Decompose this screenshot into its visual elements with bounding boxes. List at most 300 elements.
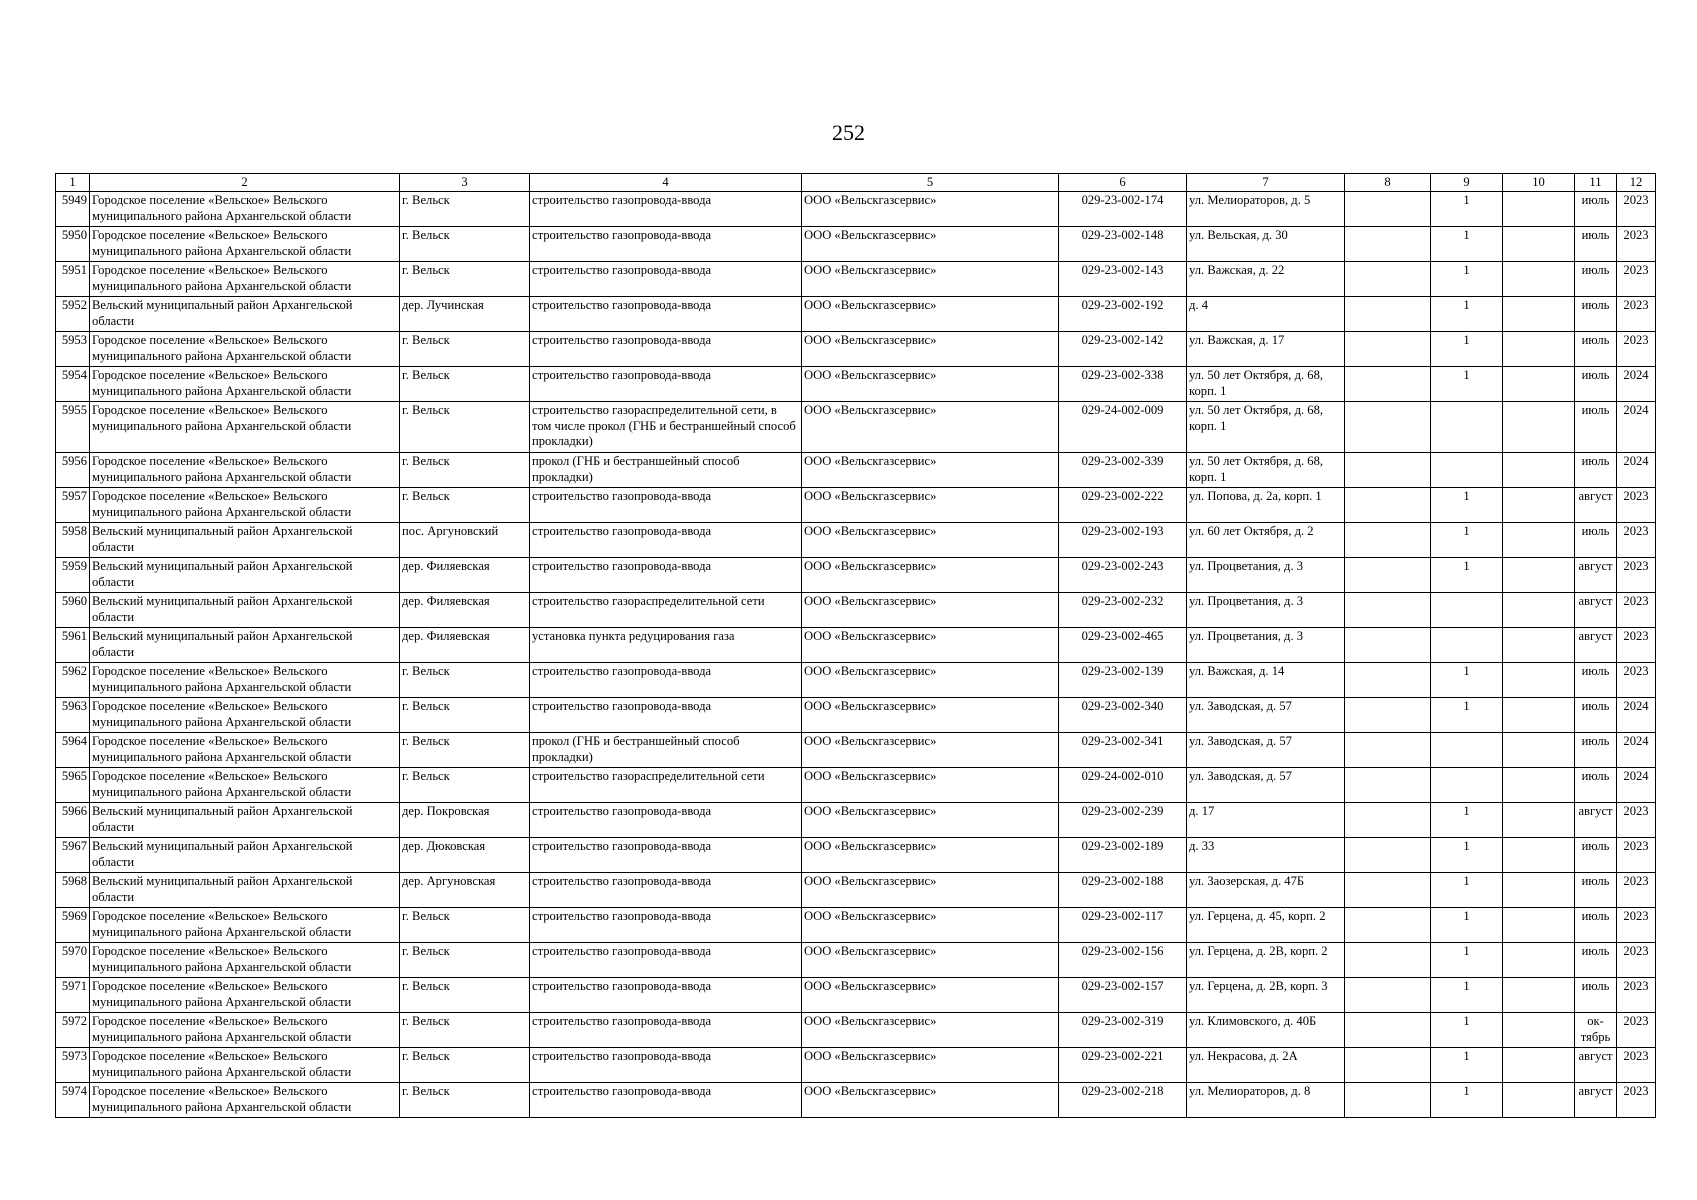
column-8-cell [1345,1013,1431,1048]
year-cell: 2024 [1617,768,1656,803]
year-cell: 2023 [1617,978,1656,1013]
quantity-cell: 1 [1431,698,1503,733]
row-number-cell: 5968 [56,873,90,908]
column-10-cell [1503,978,1575,1013]
municipality-cell: Городское поселение «Вельское» Вельского муниципального района Архангельской области [90,262,400,297]
month-cell: июль [1575,838,1617,873]
object-code-cell: 029-23-002-174 [1059,192,1187,227]
municipality-cell: Вельский муниципальный район Архангельской области [90,558,400,593]
table-row [56,838,1656,873]
table-row [56,192,1656,227]
address-cell: ул. Заводская, д. 57 [1187,733,1345,768]
quantity-cell [1431,733,1503,768]
quantity-cell: 1 [1431,488,1503,523]
year-cell: 2023 [1617,297,1656,332]
municipality-cell: Городское поселение «Вельское» Вельского муниципального района Архангельской области [90,768,400,803]
column-10-cell [1503,943,1575,978]
quantity-cell: 1 [1431,908,1503,943]
quantity-cell: 1 [1431,803,1503,838]
column-10-cell [1503,838,1575,873]
quantity-cell: 1 [1431,332,1503,367]
column-10-cell [1503,1013,1575,1048]
gas-works-table [55,173,1656,1118]
page-number: 252 [832,120,865,145]
address-cell: ул. Заозерская, д. 47Б [1187,873,1345,908]
table-row [56,1013,1656,1048]
quantity-cell: 1 [1431,1048,1503,1083]
row-number-cell: 5971 [56,978,90,1013]
column-8-cell [1345,523,1431,558]
table-row [56,402,1656,453]
column-10-cell [1503,453,1575,488]
month-cell: июль [1575,978,1617,1013]
address-cell: ул. Важская, д. 14 [1187,663,1345,698]
object-code-cell: 029-23-002-139 [1059,663,1187,698]
municipality-cell: Вельский муниципальный район Архангельской области [90,593,400,628]
work-type-cell: строительство газопровода-ввода [530,873,802,908]
settlement-cell: г. Вельск [400,332,530,367]
object-code-cell: 029-23-002-192 [1059,297,1187,332]
row-number-cell: 5958 [56,523,90,558]
object-code-cell: 029-23-002-222 [1059,488,1187,523]
row-number-cell: 5967 [56,838,90,873]
column-8-cell [1345,488,1431,523]
settlement-cell: г. Вельск [400,698,530,733]
municipality-cell: Городское поселение «Вельское» Вельского муниципального района Архангельской области [90,453,400,488]
object-code-cell: 029-23-002-188 [1059,873,1187,908]
column-10-cell [1503,262,1575,297]
object-code-cell: 029-23-002-189 [1059,838,1187,873]
quantity-cell: 1 [1431,523,1503,558]
row-number-cell: 5974 [56,1083,90,1118]
column-8-cell [1345,628,1431,663]
column-8-cell [1345,768,1431,803]
municipality-cell: Городское поселение «Вельское» Вельского муниципального района Архангельской области [90,332,400,367]
object-code-cell: 029-23-002-339 [1059,453,1187,488]
work-type-cell: строительство газопровода-ввода [530,192,802,227]
object-code-cell: 029-23-002-221 [1059,1048,1187,1083]
year-cell: 2024 [1617,453,1656,488]
column-8-cell [1345,558,1431,593]
work-type-cell: строительство газопровода-ввода [530,1013,802,1048]
table-row [56,262,1656,297]
table-row [56,908,1656,943]
column-header: 7 [1187,174,1345,192]
table-row [56,628,1656,663]
table-row [56,873,1656,908]
settlement-cell: г. Вельск [400,1048,530,1083]
address-cell: ул. 50 лет Октября, д. 68, корп. 1 [1187,367,1345,402]
month-cell: июль [1575,453,1617,488]
municipality-cell: Городское поселение «Вельское» Вельского муниципального района Архангельской области [90,908,400,943]
month-cell: август [1575,803,1617,838]
object-code-cell: 029-23-002-340 [1059,698,1187,733]
work-type-cell: строительство газораспределительной сети [530,768,802,803]
table-row [56,227,1656,262]
column-10-cell [1503,488,1575,523]
column-8-cell [1345,453,1431,488]
settlement-cell: г. Вельск [400,1013,530,1048]
row-number-cell: 5961 [56,628,90,663]
organization-cell: ООО «Вельскгазсервис» [802,873,1059,908]
municipality-cell: Городское поселение «Вельское» Вельского муниципального района Архангельской области [90,488,400,523]
organization-cell: ООО «Вельскгазсервис» [802,367,1059,402]
column-header: 5 [802,174,1059,192]
column-10-cell [1503,803,1575,838]
row-number-cell: 5965 [56,768,90,803]
year-cell: 2023 [1617,838,1656,873]
work-type-cell: строительство газораспределительной сети, в том числе прокол (ГНБ и бестраншейный способ прокладки) [530,402,802,453]
month-cell: август [1575,488,1617,523]
year-cell: 2023 [1617,663,1656,698]
quantity-cell: 1 [1431,192,1503,227]
organization-cell: ООО «Вельскгазсервис» [802,908,1059,943]
year-cell: 2023 [1617,1048,1656,1083]
year-cell: 2023 [1617,593,1656,628]
column-header: 2 [90,174,400,192]
quantity-cell: 1 [1431,227,1503,262]
month-cell: июль [1575,698,1617,733]
municipality-cell: Вельский муниципальный район Архангельской области [90,803,400,838]
quantity-cell [1431,593,1503,628]
year-cell: 2023 [1617,523,1656,558]
column-8-cell [1345,663,1431,698]
column-8-cell [1345,297,1431,332]
address-cell: ул. Заводская, д. 57 [1187,768,1345,803]
object-code-cell: 029-24-002-010 [1059,768,1187,803]
quantity-cell: 1 [1431,873,1503,908]
column-8-cell [1345,402,1431,453]
row-number-cell: 5966 [56,803,90,838]
settlement-cell: г. Вельск [400,663,530,698]
work-type-cell: строительство газопровода-ввода [530,367,802,402]
column-8-cell [1345,262,1431,297]
row-number-cell: 5949 [56,192,90,227]
organization-cell: ООО «Вельскгазсервис» [802,663,1059,698]
column-8-cell [1345,192,1431,227]
work-type-cell: строительство газопровода-ввода [530,803,802,838]
object-code-cell: 029-23-002-341 [1059,733,1187,768]
column-10-cell [1503,523,1575,558]
address-cell: ул. Вельская, д. 30 [1187,227,1345,262]
municipality-cell: Городское поселение «Вельское» Вельского муниципального района Архангельской области [90,402,400,453]
row-number-cell: 5951 [56,262,90,297]
work-type-cell: строительство газопровода-ввода [530,1083,802,1118]
quantity-cell: 1 [1431,943,1503,978]
settlement-cell: г. Вельск [400,488,530,523]
quantity-cell: 1 [1431,1083,1503,1118]
row-number-cell: 5962 [56,663,90,698]
table-row [56,593,1656,628]
organization-cell: ООО «Вельскгазсервис» [802,453,1059,488]
column-10-cell [1503,558,1575,593]
work-type-cell: строительство газопровода-ввода [530,558,802,593]
object-code-cell: 029-23-002-465 [1059,628,1187,663]
row-number-cell: 5957 [56,488,90,523]
settlement-cell: г. Вельск [400,402,530,453]
column-8-cell [1345,908,1431,943]
column-header: 4 [530,174,802,192]
row-number-cell: 5955 [56,402,90,453]
column-10-cell [1503,628,1575,663]
year-cell: 2024 [1617,698,1656,733]
work-type-cell: строительство газопровода-ввода [530,227,802,262]
row-number-cell: 5970 [56,943,90,978]
table-row [56,663,1656,698]
municipality-cell: Городское поселение «Вельское» Вельского муниципального района Архангельской области [90,227,400,262]
address-cell: ул. Климовского, д. 40Б [1187,1013,1345,1048]
address-cell: ул. Процветания, д. 3 [1187,593,1345,628]
address-cell: ул. Герцена, д. 45, корп. 2 [1187,908,1345,943]
quantity-cell: 1 [1431,838,1503,873]
object-code-cell: 029-23-002-142 [1059,332,1187,367]
column-header: 3 [400,174,530,192]
month-cell: июль [1575,873,1617,908]
column-10-cell [1503,332,1575,367]
work-type-cell: установка пункта редуцирования газа [530,628,802,663]
object-code-cell: 029-23-002-148 [1059,227,1187,262]
municipality-cell: Городское поселение «Вельское» Вельского муниципального района Архангельской области [90,192,400,227]
settlement-cell: дер. Аргуновская [400,873,530,908]
organization-cell: ООО «Вельскгазсервис» [802,1083,1059,1118]
row-number-cell: 5963 [56,698,90,733]
year-cell: 2023 [1617,488,1656,523]
organization-cell: ООО «Вельскгазсервис» [802,297,1059,332]
municipality-cell: Городское поселение «Вельское» Вельского муниципального района Архангельской области [90,367,400,402]
quantity-cell: 1 [1431,663,1503,698]
municipality-cell: Городское поселение «Вельское» Вельского муниципального района Архангельской области [90,1048,400,1083]
column-10-cell [1503,593,1575,628]
table-body [56,174,1656,1118]
month-cell: август [1575,593,1617,628]
work-type-cell: строительство газопровода-ввода [530,488,802,523]
object-code-cell: 029-23-002-243 [1059,558,1187,593]
work-type-cell: строительство газопровода-ввода [530,1048,802,1083]
row-number-cell: 5960 [56,593,90,628]
address-cell: ул. Важская, д. 22 [1187,262,1345,297]
column-10-cell [1503,192,1575,227]
organization-cell: ООО «Вельскгазсервис» [802,488,1059,523]
year-cell: 2023 [1617,227,1656,262]
address-cell: ул. Процветания, д. 3 [1187,628,1345,663]
work-type-cell: прокол (ГНБ и бестраншейный способ прокладки) [530,453,802,488]
month-cell: июль [1575,367,1617,402]
organization-cell: ООО «Вельскгазсервис» [802,1013,1059,1048]
year-cell: 2023 [1617,908,1656,943]
organization-cell: ООО «Вельскгазсервис» [802,558,1059,593]
organization-cell: ООО «Вельскгазсервис» [802,698,1059,733]
organization-cell: ООО «Вельскгазсервис» [802,943,1059,978]
settlement-cell: дер. Филяевская [400,558,530,593]
quantity-cell [1431,453,1503,488]
row-number-cell: 5959 [56,558,90,593]
work-type-cell: строительство газопровода-ввода [530,943,802,978]
year-cell: 2023 [1617,332,1656,367]
column-8-cell [1345,332,1431,367]
organization-cell: ООО «Вельскгазсервис» [802,838,1059,873]
year-cell: 2023 [1617,873,1656,908]
column-10-cell [1503,698,1575,733]
year-cell: 2024 [1617,733,1656,768]
table-row [56,1048,1656,1083]
settlement-cell: дер. Дюковская [400,838,530,873]
municipality-cell: Городское поселение «Вельское» Вельского муниципального района Архангельской области [90,1013,400,1048]
settlement-cell: г. Вельск [400,227,530,262]
column-10-cell [1503,663,1575,698]
column-10-cell [1503,908,1575,943]
settlement-cell: дер. Филяевская [400,628,530,663]
month-cell: июль [1575,663,1617,698]
table-row [56,523,1656,558]
work-type-cell: строительство газопровода-ввода [530,332,802,367]
year-cell: 2023 [1617,943,1656,978]
quantity-cell [1431,628,1503,663]
settlement-cell: г. Вельск [400,768,530,803]
row-number-cell: 5950 [56,227,90,262]
settlement-cell: г. Вельск [400,262,530,297]
column-header: 9 [1431,174,1503,192]
settlement-cell: дер. Лучинская [400,297,530,332]
organization-cell: ООО «Вельскгазсервис» [802,262,1059,297]
organization-cell: ООО «Вельскгазсервис» [802,227,1059,262]
row-number-cell: 5956 [56,453,90,488]
quantity-cell: 1 [1431,367,1503,402]
column-10-cell [1503,402,1575,453]
quantity-cell: 1 [1431,262,1503,297]
settlement-cell: г. Вельск [400,453,530,488]
address-cell: ул. Важская, д. 17 [1187,332,1345,367]
row-number-cell: 5964 [56,733,90,768]
column-8-cell [1345,838,1431,873]
month-cell: август [1575,558,1617,593]
object-code-cell: 029-23-002-239 [1059,803,1187,838]
object-code-cell: 029-23-002-117 [1059,908,1187,943]
column-header: 10 [1503,174,1575,192]
table-row [56,453,1656,488]
organization-cell: ООО «Вельскгазсервис» [802,1048,1059,1083]
table-row [56,1083,1656,1118]
quantity-cell: 1 [1431,558,1503,593]
organization-cell: ООО «Вельскгазсервис» [802,803,1059,838]
column-10-cell [1503,297,1575,332]
row-number-cell: 5972 [56,1013,90,1048]
month-cell: август [1575,1048,1617,1083]
month-cell: август [1575,628,1617,663]
column-8-cell [1345,227,1431,262]
column-10-cell [1503,367,1575,402]
month-cell: июль [1575,523,1617,558]
municipality-cell: Городское поселение «Вельское» Вельского муниципального района Архангельской области [90,1083,400,1118]
settlement-cell: г. Вельск [400,943,530,978]
settlement-cell: г. Вельск [400,733,530,768]
municipality-cell: Вельский муниципальный район Архангельской области [90,628,400,663]
settlement-cell: г. Вельск [400,192,530,227]
settlement-cell: г. Вельск [400,1083,530,1118]
column-header: 1 [56,174,90,192]
row-number-cell: 5954 [56,367,90,402]
address-cell: д. 17 [1187,803,1345,838]
year-cell: 2023 [1617,558,1656,593]
table-row [56,978,1656,1013]
table-row [56,367,1656,402]
object-code-cell: 029-23-002-143 [1059,262,1187,297]
year-cell: 2023 [1617,262,1656,297]
municipality-cell: Городское поселение «Вельское» Вельского муниципального района Архангельской области [90,698,400,733]
work-type-cell: строительство газопровода-ввода [530,523,802,558]
table-row [56,698,1656,733]
column-8-cell [1345,943,1431,978]
column-8-cell [1345,978,1431,1013]
organization-cell: ООО «Вельскгазсервис» [802,733,1059,768]
address-cell: ул. Процветания, д. 3 [1187,558,1345,593]
column-8-cell [1345,873,1431,908]
month-cell: июль [1575,297,1617,332]
month-cell: июль [1575,908,1617,943]
address-cell: ул. Мелиораторов, д. 8 [1187,1083,1345,1118]
row-number-cell: 5952 [56,297,90,332]
municipality-cell: Городское поселение «Вельское» Вельского муниципального района Архангельской области [90,978,400,1013]
work-type-cell: прокол (ГНБ и бестраншейный способ прокладки) [530,733,802,768]
object-code-cell: 029-24-002-009 [1059,402,1187,453]
table-row [56,943,1656,978]
column-10-cell [1503,768,1575,803]
quantity-cell: 1 [1431,1013,1503,1048]
object-code-cell: 029-23-002-218 [1059,1083,1187,1118]
row-number-cell: 5969 [56,908,90,943]
quantity-cell [1431,768,1503,803]
month-cell: ок-тябрь [1575,1013,1617,1048]
year-cell: 2023 [1617,1083,1656,1118]
organization-cell: ООО «Вельскгазсервис» [802,332,1059,367]
address-cell: д. 4 [1187,297,1345,332]
settlement-cell: дер. Филяевская [400,593,530,628]
object-code-cell: 029-23-002-193 [1059,523,1187,558]
column-8-cell [1345,698,1431,733]
month-cell: август [1575,1083,1617,1118]
row-number-cell: 5953 [56,332,90,367]
table-row [56,558,1656,593]
address-cell: д. 33 [1187,838,1345,873]
address-cell: ул. Мелиораторов, д. 5 [1187,192,1345,227]
month-cell: июль [1575,332,1617,367]
organization-cell: ООО «Вельскгазсервис» [802,402,1059,453]
work-type-cell: строительство газопровода-ввода [530,908,802,943]
organization-cell: ООО «Вельскгазсервис» [802,523,1059,558]
year-cell: 2024 [1617,367,1656,402]
organization-cell: ООО «Вельскгазсервис» [802,192,1059,227]
column-10-cell [1503,873,1575,908]
month-cell: июль [1575,402,1617,453]
object-code-cell: 029-23-002-338 [1059,367,1187,402]
column-header: 8 [1345,174,1431,192]
column-8-cell [1345,593,1431,628]
organization-cell: ООО «Вельскгазсервис» [802,628,1059,663]
municipality-cell: Городское поселение «Вельское» Вельского муниципального района Архангельской области [90,663,400,698]
municipality-cell: Городское поселение «Вельское» Вельского муниципального района Архангельской области [90,943,400,978]
address-cell: ул. Герцена, д. 2В, корп. 3 [1187,978,1345,1013]
quantity-cell: 1 [1431,297,1503,332]
row-number-cell: 5973 [56,1048,90,1083]
object-code-cell: 029-23-002-157 [1059,978,1187,1013]
column-8-cell [1345,1083,1431,1118]
year-cell: 2024 [1617,402,1656,453]
month-cell: июль [1575,768,1617,803]
settlement-cell: пос. Аргуновский [400,523,530,558]
address-cell: ул. Заводская, д. 57 [1187,698,1345,733]
table-row [56,488,1656,523]
object-code-cell: 029-23-002-156 [1059,943,1187,978]
column-header: 12 [1617,174,1656,192]
